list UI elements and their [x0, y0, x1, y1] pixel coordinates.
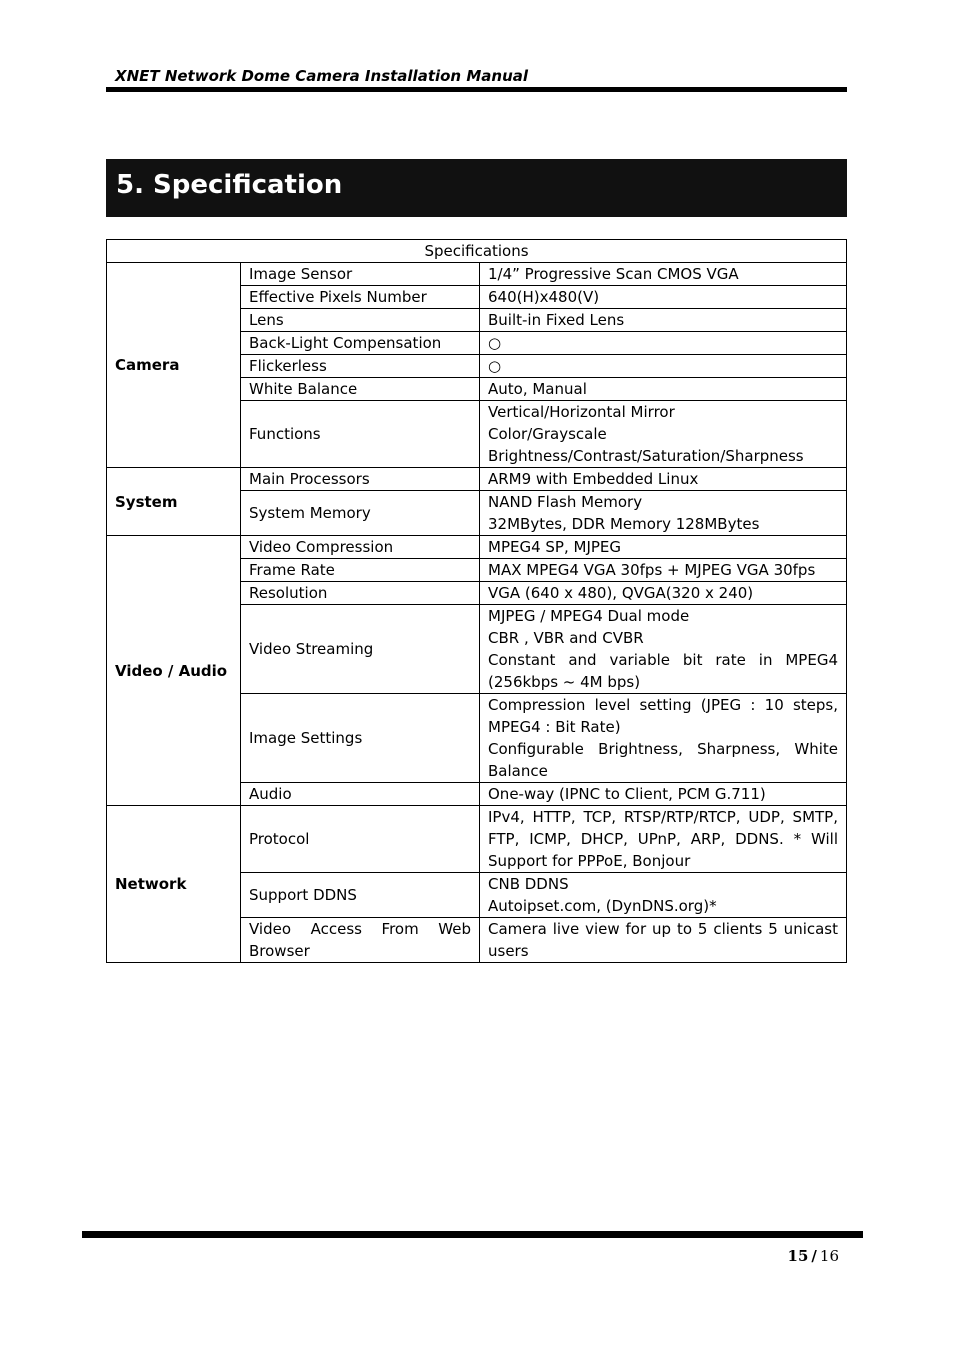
spec-value-line: IPv4, HTTP, TCP, RTSP/RTP/RTCP, UDP, SMTP, FTP, ICMP, DHCP, UPnP, ARP, DDNS. * Will Support for PPPoE, Bonjour — [488, 808, 838, 870]
page-total: 16 — [819, 1247, 839, 1265]
spec-value-line: 1/4” Progressive Scan CMOS VGA — [488, 265, 739, 283]
spec-value — [480, 918, 847, 963]
spec-value — [480, 468, 847, 491]
spec-item: Video Streaming — [241, 605, 480, 694]
spec-value-line: ○ — [488, 334, 502, 352]
spec-item: Image Sensor — [241, 263, 480, 286]
spec-value-line: MJPEG / MPEG4 Dual mode — [488, 607, 690, 625]
group-label-camera: Camera — [107, 263, 241, 468]
spec-value — [480, 286, 847, 309]
spec-value-line: Auto, Manual — [488, 380, 587, 398]
spec-value — [480, 332, 847, 355]
table-header-row — [107, 240, 847, 263]
spec-value-line: MPEG4 SP, MJPEG — [488, 538, 622, 556]
spec-item: Image Settings — [241, 694, 480, 783]
page-current: 15 — [787, 1247, 809, 1265]
spec-value — [480, 783, 847, 806]
spec-item: Frame Rate — [241, 559, 480, 582]
page-number — [788, 1247, 839, 1265]
spec-value — [480, 309, 847, 332]
spec-value-line: NAND Flash Memory — [488, 493, 643, 511]
spec-value — [480, 263, 847, 286]
group-label-video-audio: Video / Audio — [107, 536, 241, 806]
spec-value — [480, 355, 847, 378]
spec-item: White Balance — [241, 378, 480, 401]
spec-value — [480, 536, 847, 559]
spec-value-line: Built-in Fixed Lens — [488, 311, 625, 329]
spec-value-line: Brightness/Contrast/Saturation/Sharpness — [488, 447, 804, 465]
section-banner — [106, 159, 847, 217]
specifications-table-body — [107, 240, 847, 963]
spec-value-line: ARM9 with Embedded Linux — [488, 470, 699, 488]
spec-value-line: ○ — [488, 357, 502, 375]
footer-divider — [82, 1231, 863, 1238]
spec-value-line: Compression level setting (JPEG : 10 steps, MPEG4 : Bit Rate) — [488, 696, 838, 736]
spec-value-line: VGA (640 x 480), QVGA(320 x 240) — [488, 584, 754, 602]
group-label-network: Network — [107, 806, 241, 963]
spec-value — [480, 401, 847, 468]
spec-value-line: Configurable Brightness, Sharpness, White Balance — [488, 740, 838, 780]
table-row — [107, 806, 847, 873]
spec-item: Back-Light Compensation — [241, 332, 480, 355]
spec-value — [480, 605, 847, 694]
spec-value — [480, 491, 847, 536]
spec-value — [480, 378, 847, 401]
spec-item: Functions — [241, 401, 480, 468]
page-separator: / — [811, 1247, 817, 1265]
spec-value — [480, 694, 847, 783]
specifications-table — [106, 239, 847, 963]
spec-value-line: CNB DDNS — [488, 875, 569, 893]
spec-value-line: MAX MPEG4 VGA 30fps + MJPEG VGA 30fps — [488, 561, 816, 579]
manual-title: XNET Network Dome Camera Installation Manual — [115, 67, 529, 85]
spec-item: Flickerless — [241, 355, 480, 378]
spec-item: System Memory — [241, 491, 480, 536]
table-row — [107, 536, 847, 559]
table-caption: Specifications — [107, 240, 847, 263]
spec-value-line: Color/Grayscale — [488, 425, 607, 443]
spec-value — [480, 582, 847, 605]
section-title: 5. Specification — [116, 170, 343, 200]
spec-value-line: One-way (IPNC to Client, PCM G.711) — [488, 785, 766, 803]
spec-item: Main Processors — [241, 468, 480, 491]
header-divider — [106, 87, 847, 92]
spec-value-line: Vertical/Horizontal Mirror — [488, 403, 675, 421]
spec-value — [480, 559, 847, 582]
spec-value — [480, 806, 847, 873]
spec-value-line: 640(H)x480(V) — [488, 288, 600, 306]
spec-value — [480, 873, 847, 918]
table-row — [107, 468, 847, 491]
spec-value-line: Constant and variable bit rate in MPEG4 (256kbps ~ 4M bps) — [488, 651, 838, 691]
spec-value-line: Camera live view for up to 5 clients 5 unicast users — [488, 920, 838, 960]
spec-item: Video Compression — [241, 536, 480, 559]
spec-item: Effective Pixels Number — [241, 286, 480, 309]
table-row — [107, 263, 847, 286]
spec-item: Video Access From Web Browser — [241, 918, 480, 963]
spec-item: Support DDNS — [241, 873, 480, 918]
spec-item: Audio — [241, 783, 480, 806]
spec-value-line: CBR , VBR and CVBR — [488, 629, 644, 647]
group-label-system: System — [107, 468, 241, 536]
spec-value-line: 32MBytes, DDR Memory 128MBytes — [488, 515, 760, 533]
spec-value-line: Autoipset.com, (DynDNS.org)* — [488, 897, 717, 915]
spec-item: Lens — [241, 309, 480, 332]
spec-item: Resolution — [241, 582, 480, 605]
spec-item: Protocol — [241, 806, 480, 873]
